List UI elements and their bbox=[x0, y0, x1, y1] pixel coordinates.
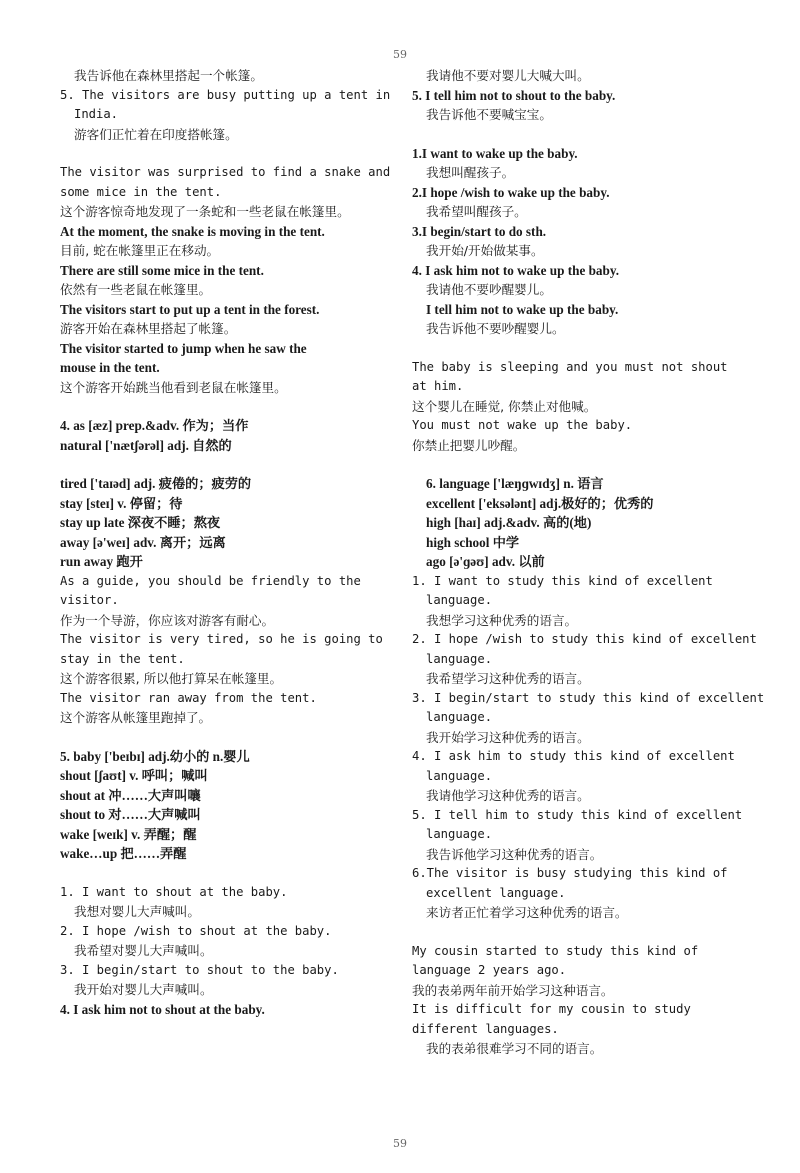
text-line: wake [weɪk] v. 弄醒；醒 bbox=[60, 826, 197, 842]
text-line: 我希望对婴儿大声喊叫。 bbox=[74, 943, 213, 958]
text-line: The visitor was surprised to find a snake and bbox=[60, 165, 391, 179]
text-line: 目前, 蛇在帐篷里正在移动。 bbox=[60, 243, 220, 258]
text-line: high [haɪ] adj.&adv. 高的(地) bbox=[426, 515, 592, 530]
text-line: language. bbox=[426, 651, 493, 666]
text-line: You must not wake up the baby. bbox=[412, 418, 633, 432]
text-line: The baby is sleeping and you must not shout bbox=[412, 359, 728, 374]
text-line: 我开始对婴儿大声喊叫。 bbox=[74, 982, 213, 997]
text-line: 2.I hope /wish to wake up the baby. bbox=[412, 184, 610, 200]
text-line: 4. I ask him not to shout at the baby. bbox=[60, 1001, 265, 1017]
text-line: 我想对婴儿大声喊叫。 bbox=[74, 904, 200, 919]
paragraph-gap bbox=[412, 455, 742, 474]
text-line: language. bbox=[426, 827, 493, 841]
text-line: 我想叫醒孩子。 bbox=[426, 165, 515, 180]
text-line: 我告诉他在森林里搭起一个帐篷。 bbox=[74, 68, 263, 83]
text-line: 6.The visitor is busy studying this kind of bbox=[412, 866, 728, 880]
text-line: 我告诉他学习这种优秀的语言。 bbox=[426, 846, 603, 862]
text-line: 作为一个导游，你应该对游客有耐心。 bbox=[60, 612, 275, 628]
text-line: 我的表弟两年前开始学习这种语言。 bbox=[412, 982, 614, 998]
text-line: excellent language. bbox=[426, 885, 566, 900]
text-line: 5. baby ['beɪbɪ] adj.幼小的 n.婴儿 bbox=[60, 748, 250, 764]
paragraph-gap bbox=[412, 125, 742, 144]
right-column bbox=[412, 66, 765, 1059]
text-line: 1. I want to study this kind of excellent bbox=[412, 573, 713, 588]
text-line: stay in the tent. bbox=[60, 651, 185, 666]
text-line: 3.I begin/start to do sth. bbox=[412, 223, 547, 239]
text-line: At the moment, the snake is moving in the tent. bbox=[60, 223, 325, 239]
text-line: shout at 冲……大声叫嚷 bbox=[60, 787, 201, 803]
text-line: 我请他不要对婴儿大喊大叫。 bbox=[426, 68, 590, 83]
page-number-bottom: 59 bbox=[393, 1137, 407, 1150]
text-line: shout [ʃaʊt] v. 呼叫；喊叫 bbox=[60, 768, 208, 783]
text-line: run away 跑开 bbox=[60, 554, 143, 569]
text-line: 4. as [æz] prep.&adv. 作为；当作 bbox=[60, 418, 249, 433]
text-line: India. bbox=[74, 107, 119, 121]
text-line: 你禁止把婴儿吵醒。 bbox=[412, 437, 526, 453]
text-line: 我希望叫醒孩子。 bbox=[426, 204, 527, 219]
text-line: language. bbox=[426, 710, 493, 724]
text-line: 这个游客惊奇地发现了一条蛇和一些老鼠在帐篷里。 bbox=[60, 204, 350, 219]
text-line: stay [steɪ] v. 停留；待 bbox=[60, 495, 183, 511]
text-line: My cousin started to study this kind of bbox=[412, 943, 699, 958]
text-line: high school 中学 bbox=[426, 534, 520, 550]
text-line: 我请他不要吵醒婴儿。 bbox=[426, 282, 552, 297]
text-line: 我开始学习这种优秀的语言。 bbox=[426, 729, 590, 745]
text-line: mouse in the tent. bbox=[60, 360, 160, 375]
text-line: The visitor started to jump when he saw the bbox=[60, 340, 307, 356]
text-line: There are still some mice in the tent. bbox=[60, 262, 264, 278]
page-number-top: 59 bbox=[393, 48, 407, 61]
paragraph-gap bbox=[412, 923, 742, 942]
text-line: 来访者正忙着学习这种优秀的语言。 bbox=[426, 905, 628, 920]
text-line: 2. I hope /wish to shout at the baby. bbox=[60, 923, 332, 938]
text-line: 我告诉他不要吵醒婴儿。 bbox=[426, 321, 565, 336]
text-line: 5. I tell him not to shout to the baby. bbox=[412, 87, 616, 103]
text-line: 4. I ask him not to wake up the baby. bbox=[412, 262, 620, 278]
text-line: visitor. bbox=[60, 593, 119, 607]
text-line: at him. bbox=[412, 379, 464, 393]
text-line: 我告诉他不要喊宝宝。 bbox=[426, 107, 552, 122]
text-line: As a guide, you should be friendly to the bbox=[60, 573, 361, 588]
text-line: 我希望学习这种优秀的语言。 bbox=[426, 671, 590, 686]
text-line: 这个游客从帐篷里跑掉了。 bbox=[60, 710, 212, 725]
text-line: 1. I want to shout at the baby. bbox=[60, 884, 288, 899]
text-line: The visitors start to put up a tent in the forest. bbox=[60, 301, 320, 317]
text-line: 我想学习这种优秀的语言。 bbox=[426, 612, 578, 628]
text-line: 我的表弟很难学习不同的语言。 bbox=[426, 1041, 603, 1056]
text-line: natural ['nætʃərəl] adj. 自然的 bbox=[60, 437, 232, 453]
text-line: 5. I tell him to study this kind of excellent bbox=[412, 807, 743, 822]
text-line: different languages. bbox=[412, 1021, 559, 1036]
text-line: 这个婴儿在睡觉, 你禁止对他喊。 bbox=[412, 398, 597, 414]
text-line: 我开始/开始做某事。 bbox=[426, 243, 544, 258]
text-line: stay up late 深夜不睡；熬夜 bbox=[60, 515, 221, 530]
text-line: 3. I begin/start to study this kind of excellent bbox=[412, 690, 765, 705]
text-line: 4. I ask him to study this kind of excellent bbox=[412, 749, 735, 763]
text-line: wake…up 把……弄醒 bbox=[60, 846, 187, 861]
text-line: language. bbox=[426, 593, 493, 607]
text-line: 1.I want to wake up the baby. bbox=[412, 145, 578, 161]
paragraph-gap bbox=[60, 728, 385, 747]
text-line: 游客开始在森林里搭起了帐篷。 bbox=[60, 321, 237, 336]
text-line: The visitor ran away from the tent. bbox=[60, 690, 317, 705]
text-line: excellent ['eksələnt] adj.极好的；优秀的 bbox=[426, 495, 654, 511]
text-line: some mice in the tent. bbox=[60, 184, 222, 199]
paragraph-gap bbox=[60, 455, 385, 474]
text-line: tired ['taɪəd] adj. 疲倦的；疲劳的 bbox=[60, 476, 252, 491]
text-line: I tell him not to wake up the baby. bbox=[426, 301, 619, 317]
paragraph-gap bbox=[60, 144, 385, 163]
text-line: ago [ə'ɡəʊ] adv. 以前 bbox=[426, 554, 545, 569]
text-line: The visitor is very tired, so he is going to bbox=[60, 632, 383, 646]
paragraph-gap bbox=[60, 397, 385, 416]
left-column bbox=[60, 66, 391, 1019]
paragraph-gap bbox=[412, 339, 742, 358]
text-line: It is difficult for my cousin to study bbox=[412, 1002, 691, 1016]
text-line: 这个游客很累, 所以他打算呆在帐篷里。 bbox=[60, 671, 283, 686]
text-line: language. bbox=[426, 768, 493, 783]
text-line: shout to 对……大声喊叫 bbox=[60, 807, 201, 822]
text-line: 5. The visitors are busy putting up a tent in bbox=[60, 87, 391, 102]
text-line: 我请他学习这种优秀的语言。 bbox=[426, 788, 590, 803]
text-line: language 2 years ago. bbox=[412, 963, 567, 977]
text-line: 依然有一些老鼠在帐篷里。 bbox=[60, 282, 212, 297]
text-line: 游客们正忙着在印度搭帐篷。 bbox=[74, 126, 238, 142]
text-line: 6. language ['læŋɡwɪdʒ] n. 语言 bbox=[426, 476, 604, 491]
paragraph-gap bbox=[60, 864, 385, 883]
text-line: away [ə'weɪ] adv. 离开；远离 bbox=[60, 534, 226, 550]
text-line: 3. I begin/start to shout to the baby. bbox=[60, 962, 339, 977]
text-line: 2. I hope /wish to study this kind of excellent bbox=[412, 632, 757, 646]
text-line: 这个游客开始跳当他看到老鼠在帐篷里。 bbox=[60, 379, 287, 395]
